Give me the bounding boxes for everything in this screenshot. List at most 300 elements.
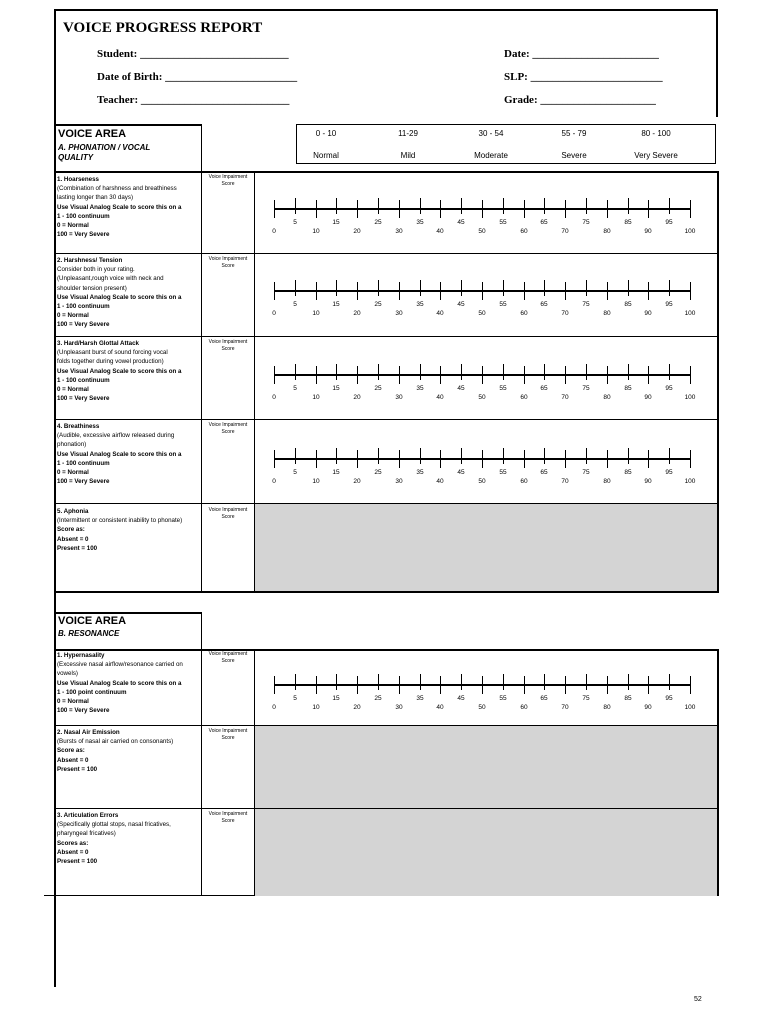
vas-tick <box>399 366 400 384</box>
aphonia-shaded-cell <box>255 504 717 591</box>
vas-tick <box>420 198 421 214</box>
item-line: (Specifically glottal stops, nasal fricatives, <box>57 821 171 829</box>
vas-tick <box>565 282 566 300</box>
report-title: VOICE PROGRESS REPORT <box>63 20 263 36</box>
articulation-shaded-cell <box>255 809 717 896</box>
student-label: Student: <box>97 48 138 60</box>
vas-tick <box>420 448 421 464</box>
vas-tick <box>399 676 400 694</box>
vas-tick-label: 0 <box>272 704 276 711</box>
vas-tick <box>357 366 358 384</box>
vas-tick <box>628 198 629 214</box>
score-label-aphonia: Voice Impairment Score <box>208 507 248 520</box>
vas-tick <box>628 280 629 296</box>
vas-tick-label: 85 <box>624 219 632 226</box>
item-instruction: Use Visual Analog Scale to score this on a <box>57 293 182 301</box>
vas-tick-label: 25 <box>374 385 382 392</box>
vas-tick-label: 85 <box>624 469 632 476</box>
vas-tick <box>274 450 275 468</box>
vas-tick <box>399 282 400 300</box>
vas-tick <box>440 282 441 300</box>
vas-tick-label: 70 <box>561 394 569 401</box>
score-label-hypernasality: Voice Impairment Score <box>208 651 248 664</box>
vas-tick <box>648 450 649 468</box>
vas-tick <box>607 200 608 218</box>
vas-tick-label: 80 <box>603 310 611 317</box>
section-a-header <box>58 128 150 162</box>
vas-tick-label: 95 <box>665 385 673 392</box>
score-label-articulation: Voice Impairment Score <box>208 811 248 824</box>
vas-tick <box>690 282 691 300</box>
teacher-input-line[interactable]: ___________________________ <box>140 94 290 106</box>
vas-tick-label: 80 <box>603 704 611 711</box>
section-b-top-rule <box>54 612 202 614</box>
vas-tick <box>628 448 629 464</box>
teacher-field <box>97 94 289 106</box>
item-line: shoulder tension present) <box>57 284 127 292</box>
vas-tick <box>503 280 504 296</box>
vas-tick-label: 100 <box>684 394 696 401</box>
item-title: 3. Hard/Harsh Glottal Attack <box>57 340 139 347</box>
severity-range-mild: 11-29 <box>398 129 418 138</box>
vas-tick-label: 100 <box>684 228 696 235</box>
score-label-nasal-emission: Voice Impairment Score <box>208 728 248 741</box>
item-instruction: 1 - 100 point continuum <box>57 688 127 696</box>
section-a-header-divider <box>201 124 202 172</box>
item-instruction: Use Visual Analog Scale to score this on a <box>57 203 182 211</box>
grade-field <box>504 94 656 106</box>
vas-tick <box>524 450 525 468</box>
item-instruction: 100 = Very Severe <box>57 707 110 715</box>
item-line: (Excessive nasal airflow/resonance carried on <box>57 661 183 669</box>
vas-tick-label: 100 <box>684 704 696 711</box>
vas-tick <box>607 366 608 384</box>
vas-tick <box>544 364 545 380</box>
date-field <box>504 48 659 60</box>
vas-tick <box>648 200 649 218</box>
vas-tick <box>420 280 421 296</box>
item-articulation-errors <box>57 811 202 866</box>
teacher-label: Teacher: <box>97 94 139 106</box>
vas-tick-label: 30 <box>395 394 403 401</box>
item-line: (Combination of harshness and breathiness <box>57 185 177 193</box>
item-instruction: 100 = Very Severe <box>57 321 110 329</box>
vas-tick-label: 90 <box>644 310 652 317</box>
score-label-hoarseness: Voice Impairment Score <box>208 174 248 187</box>
item-title: 2. Harshness/ Tension <box>57 257 123 264</box>
item-instruction: Present = 100 <box>57 765 98 773</box>
vas-tick-label: 50 <box>478 228 486 235</box>
vas-tick-label: 70 <box>561 478 569 485</box>
vas-tick-label: 5 <box>293 469 297 476</box>
vas-tick-label: 95 <box>665 219 673 226</box>
item-instruction: 0 = Normal <box>57 469 89 477</box>
vas-tick-label: 30 <box>395 704 403 711</box>
vas-tick <box>316 450 317 468</box>
vas-tick <box>316 676 317 694</box>
vas-tick <box>399 200 400 218</box>
vas-tick-label: 65 <box>540 219 548 226</box>
vas-tick-label: 85 <box>624 695 632 702</box>
score-label-glottal: Voice Impairment Score <box>208 339 248 352</box>
vas-tick-label: 80 <box>603 478 611 485</box>
vas-tick-label: 55 <box>499 301 507 308</box>
vas-tick <box>336 280 337 296</box>
vas-tick-label: 85 <box>624 385 632 392</box>
vas-tick-label: 90 <box>644 228 652 235</box>
item-instruction: 1 - 100 continuum <box>57 303 110 311</box>
vas-tick <box>274 676 275 694</box>
page-number: 52 <box>694 996 702 1003</box>
vas-tick-label: 30 <box>395 310 403 317</box>
vas-tick-label: 95 <box>665 301 673 308</box>
vas-tick-label: 45 <box>457 385 465 392</box>
vas-tick-label: 15 <box>332 301 340 308</box>
vas-tick <box>295 198 296 214</box>
grade-input-line[interactable]: _____________________ <box>540 94 656 106</box>
vas-tick-label: 20 <box>353 478 361 485</box>
vas-tick <box>669 364 670 380</box>
score-label-harshness: Voice Impairment Score <box>208 256 248 269</box>
section-b-header <box>58 615 126 638</box>
vas-tick <box>316 200 317 218</box>
dob-input-line[interactable]: ________________________ <box>165 71 298 83</box>
vas-tick-label: 90 <box>644 394 652 401</box>
vas-tick <box>482 282 483 300</box>
item-line: pharyngeal fricatives) <box>57 830 116 838</box>
vas-tick <box>440 366 441 384</box>
vas-tick-label: 20 <box>353 394 361 401</box>
vas-tick <box>524 366 525 384</box>
vas-tick <box>607 450 608 468</box>
severity-range-severe: 55 - 79 <box>561 129 587 138</box>
item-instruction: 0 = Normal <box>57 698 89 706</box>
vas-tick <box>378 198 379 214</box>
section-b-right-border <box>717 649 719 896</box>
severity-label-moderate: Moderate <box>474 151 508 160</box>
severity-range-moderate: 30 - 54 <box>478 129 504 138</box>
section-a-title: VOICE AREA <box>58 128 127 140</box>
item-line: (Bursts of nasal air carried on consonants) <box>57 738 174 746</box>
vas-tick <box>586 198 587 214</box>
vas-tick <box>378 364 379 380</box>
item-line: phonation) <box>57 441 87 449</box>
vas-tick-label: 40 <box>436 228 444 235</box>
vas-tick-label: 25 <box>374 695 382 702</box>
item-line: folds together during vowel production) <box>57 358 164 366</box>
severity-label-mild: Mild <box>400 151 416 160</box>
item-title: 4. Breathiness <box>57 423 100 430</box>
vas-tick-label: 15 <box>332 695 340 702</box>
vas-tick <box>690 200 691 218</box>
item-line: (Unpleasant burst of sound forcing vocal <box>57 349 168 357</box>
item-instruction: Absent = 0 <box>57 756 89 764</box>
vas-tick <box>524 676 525 694</box>
item-instruction: Use Visual Analog Scale to score this on a <box>57 679 182 687</box>
section-a-subtitle-2: QUALITY <box>58 153 94 162</box>
vas-tick-label: 75 <box>582 385 590 392</box>
vas-tick-label: 100 <box>684 478 696 485</box>
section-a-subtitle-1: A. PHONATION / VOCAL <box>58 143 151 152</box>
item-line: vowels) <box>57 670 78 678</box>
vas-tick <box>565 676 566 694</box>
item-glottal-attack <box>57 339 202 403</box>
item-instruction: 100 = Very Severe <box>57 478 110 486</box>
vas-tick-label: 50 <box>478 394 486 401</box>
item-instruction: Present = 100 <box>57 858 98 866</box>
severity-range-very-severe: 80 - 100 <box>641 129 671 138</box>
slp-label: SLP: <box>504 71 528 83</box>
vas-tick <box>648 282 649 300</box>
vas-tick <box>274 200 275 218</box>
vas-tick <box>607 282 608 300</box>
frame-top-line <box>54 9 718 11</box>
vas-tick <box>482 676 483 694</box>
vas-tick-label: 25 <box>374 219 382 226</box>
vas-tick <box>544 674 545 690</box>
item-instruction: Present = 100 <box>57 544 98 552</box>
item-aphonia <box>57 507 202 553</box>
item-instruction: 100 = Very Severe <box>57 395 110 403</box>
vas-tick-label: 60 <box>520 228 528 235</box>
item-title: 2. Nasal Air Emission <box>57 729 120 736</box>
item-instruction: Scores as: <box>57 839 89 847</box>
vas-tick-label: 25 <box>374 469 382 476</box>
item-line: (Unpleasant,rough voice with neck and <box>57 275 164 283</box>
vas-tick <box>482 200 483 218</box>
vas-tick <box>336 448 337 464</box>
section-b-title: VOICE AREA <box>58 615 127 627</box>
vas-tick-label: 15 <box>332 469 340 476</box>
vas-tick-label: 55 <box>499 385 507 392</box>
vas-tick-label: 60 <box>520 394 528 401</box>
vas-tick <box>503 674 504 690</box>
slp-input-line[interactable]: ________________________ <box>530 71 663 83</box>
vas-tick-label: 15 <box>332 385 340 392</box>
slp-field <box>504 71 663 83</box>
vas-tick-label: 5 <box>293 219 297 226</box>
vas-tick <box>690 676 691 694</box>
vas-tick <box>669 280 670 296</box>
severity-label-severe: Severe <box>561 151 587 160</box>
item-line: Consider both in your rating. <box>57 266 135 274</box>
vas-tick-label: 10 <box>312 228 320 235</box>
grade-label: Grade: <box>504 94 538 106</box>
item-line: lasting longer than 30 days) <box>57 194 134 202</box>
dob-field <box>97 71 297 83</box>
section-b-header-divider <box>201 612 202 650</box>
vas-tick <box>336 364 337 380</box>
vas-tick-label: 55 <box>499 219 507 226</box>
vas-tick-label: 75 <box>582 219 590 226</box>
vas-tick <box>295 280 296 296</box>
vas-tick-label: 30 <box>395 228 403 235</box>
item-line: (Intermittent or consistent inability to phonate) <box>57 517 183 525</box>
section-a-row-rule-1 <box>54 253 719 254</box>
vas-tick <box>295 674 296 690</box>
vas-tick-label: 0 <box>272 394 276 401</box>
vas-tick <box>316 366 317 384</box>
dob-label: Date of Birth: <box>97 71 163 83</box>
vas-tick <box>648 676 649 694</box>
item-instruction: Use Visual Analog Scale to score this on a <box>57 450 182 458</box>
vas-tick <box>565 200 566 218</box>
vas-tick-label: 0 <box>272 310 276 317</box>
vas-tick <box>607 676 608 694</box>
vas-tick <box>378 448 379 464</box>
vas-tick <box>336 198 337 214</box>
vas-tick <box>669 198 670 214</box>
student-input-line[interactable]: ___________________________ <box>140 48 289 60</box>
vas-tick-label: 95 <box>665 695 673 702</box>
item-title: 1. Hoarseness <box>57 176 99 183</box>
vas-tick <box>461 364 462 380</box>
vas-tick <box>503 448 504 464</box>
vas-tick-label: 95 <box>665 469 673 476</box>
vas-tick <box>544 198 545 214</box>
vas-tick-label: 40 <box>436 478 444 485</box>
item-instruction: Use Visual Analog Scale to score this on a <box>57 367 182 375</box>
item-instruction: Absent = 0 <box>57 535 89 543</box>
vas-tick <box>565 450 566 468</box>
item-harshness-tension <box>57 256 202 330</box>
item-instruction: 0 = Normal <box>57 386 89 394</box>
vas-tick <box>420 674 421 690</box>
vas-tick <box>461 674 462 690</box>
vas-tick-label: 70 <box>561 310 569 317</box>
vas-tick-label: 20 <box>353 228 361 235</box>
vas-tick-label: 10 <box>312 394 320 401</box>
vas-tick-label: 100 <box>684 310 696 317</box>
vas-tick <box>357 450 358 468</box>
severity-range-normal: 0 - 10 <box>315 129 337 138</box>
vas-tick-label: 70 <box>561 704 569 711</box>
section-a-row-rule-2 <box>54 336 719 337</box>
vas-tick-label: 20 <box>353 310 361 317</box>
vas-tick-label: 45 <box>457 301 465 308</box>
item-title: 1. Hypernasality <box>57 652 105 659</box>
vas-tick <box>482 366 483 384</box>
vas-tick <box>378 280 379 296</box>
vas-tick <box>274 366 275 384</box>
vas-tick <box>524 282 525 300</box>
vas-tick-label: 35 <box>416 301 424 308</box>
vas-tick-label: 25 <box>374 301 382 308</box>
vas-tick-label: 65 <box>540 695 548 702</box>
vas-tick-label: 0 <box>272 478 276 485</box>
section-a-top-rule <box>54 124 202 126</box>
vas-tick-label: 5 <box>293 385 297 392</box>
vas-tick-label: 15 <box>332 219 340 226</box>
date-label: Date: <box>504 48 530 60</box>
vas-tick <box>586 448 587 464</box>
vas-tick-label: 10 <box>312 478 320 485</box>
vas-tick <box>378 674 379 690</box>
vas-tick-label: 90 <box>644 704 652 711</box>
vas-tick <box>357 676 358 694</box>
vas-tick <box>420 364 421 380</box>
vas-tick <box>336 674 337 690</box>
frame-right-line <box>716 9 718 117</box>
vas-tick <box>544 448 545 464</box>
vas-tick <box>628 364 629 380</box>
item-instruction: Absent = 0 <box>57 848 89 856</box>
item-line: (Audible, excessive airflow released during <box>57 432 175 440</box>
item-instruction: Score as: <box>57 747 85 755</box>
vas-tick <box>503 198 504 214</box>
vas-tick-label: 85 <box>624 301 632 308</box>
vas-tick-label: 45 <box>457 695 465 702</box>
vas-tick <box>357 200 358 218</box>
vas-tick-label: 40 <box>436 310 444 317</box>
vas-tick-label: 50 <box>478 704 486 711</box>
vas-tick <box>274 282 275 300</box>
section-a-row-rule-3 <box>54 419 719 420</box>
date-input-line[interactable]: _______________________ <box>532 48 659 60</box>
vas-tick-label: 50 <box>478 478 486 485</box>
vas-tick-label: 80 <box>603 394 611 401</box>
vas-tick <box>461 448 462 464</box>
vas-tick <box>628 674 629 690</box>
vas-tick-label: 90 <box>644 478 652 485</box>
item-hoarseness <box>57 175 202 239</box>
vas-tick <box>440 676 441 694</box>
vas-tick-label: 40 <box>436 704 444 711</box>
vas-tick-label: 75 <box>582 301 590 308</box>
item-hypernasality <box>57 651 202 715</box>
vas-tick-label: 35 <box>416 385 424 392</box>
vas-tick <box>440 450 441 468</box>
vas-tick <box>690 366 691 384</box>
item-instruction: Score as: <box>57 526 85 534</box>
vas-tick <box>586 674 587 690</box>
vas-tick-label: 65 <box>540 469 548 476</box>
vas-tick-label: 65 <box>540 301 548 308</box>
section-b-subtitle: B. RESONANCE <box>58 629 120 638</box>
severity-label-normal: Normal <box>313 151 339 160</box>
vas-tick-label: 35 <box>416 469 424 476</box>
vas-tick-label: 45 <box>457 469 465 476</box>
vas-tick-label: 70 <box>561 228 569 235</box>
vas-tick-label: 5 <box>293 695 297 702</box>
item-nasal-air-emission <box>57 728 202 774</box>
vas-tick <box>669 448 670 464</box>
vas-tick <box>399 450 400 468</box>
vas-tick <box>544 280 545 296</box>
vas-tick-label: 35 <box>416 695 424 702</box>
vas-tick-label: 55 <box>499 469 507 476</box>
nasal-emission-shaded-cell <box>255 726 717 808</box>
item-instruction: 1 - 100 continuum <box>57 376 110 384</box>
vas-tick-label: 30 <box>395 478 403 485</box>
item-breathiness <box>57 422 202 486</box>
vas-tick-label: 75 <box>582 469 590 476</box>
item-instruction: 1 - 100 continuum <box>57 212 110 220</box>
item-instruction: 1 - 100 continuum <box>57 459 110 467</box>
vas-tick-label: 20 <box>353 704 361 711</box>
vas-tick-label: 65 <box>540 385 548 392</box>
vas-tick <box>503 364 504 380</box>
vas-tick-label: 35 <box>416 219 424 226</box>
severity-label-very-severe: Very Severe <box>634 151 678 160</box>
vas-tick <box>586 364 587 380</box>
vas-tick <box>524 200 525 218</box>
vas-tick-label: 10 <box>312 704 320 711</box>
item-instruction: 0 = Normal <box>57 312 89 320</box>
item-instruction: 0 = Normal <box>57 222 89 230</box>
vas-tick <box>295 364 296 380</box>
vas-tick <box>648 366 649 384</box>
